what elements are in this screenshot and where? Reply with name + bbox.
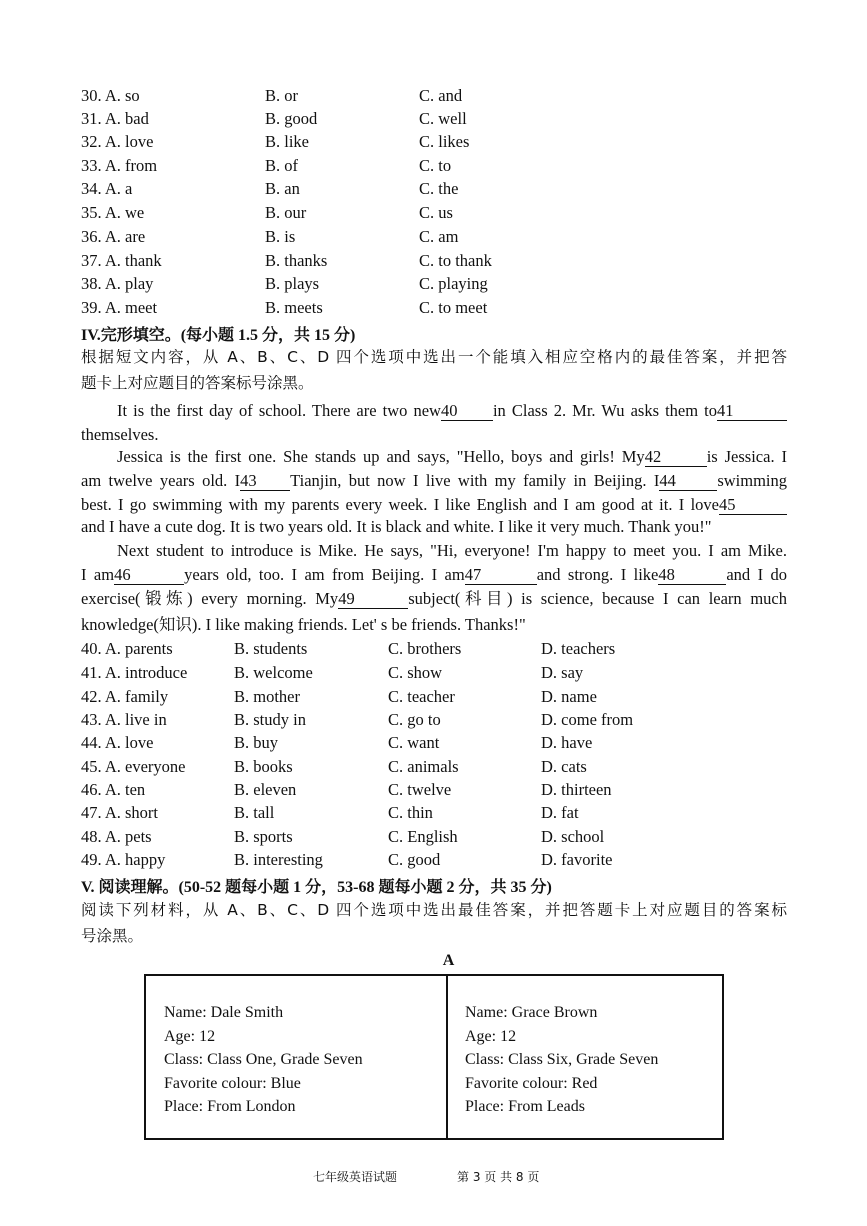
- option-c: C. animals: [388, 757, 459, 776]
- option-b: B. good: [265, 109, 318, 128]
- profile-age: Age: 12: [465, 1027, 517, 1045]
- passage-text: in Class 2. Mr. Wu asks them to: [492, 401, 717, 420]
- option-b: B. meets: [265, 298, 323, 317]
- section-5-heading: V. 阅读理解。(50-52 题每小题 1 分，53-68 题每小题 2 分，共 35 分): [81, 879, 552, 896]
- option-a: 47. A. short: [81, 803, 159, 822]
- passage-line: knowledge(知识). I like making friends. Let' s be friends. Thanks!": [81, 615, 526, 634]
- option-c: C. am: [419, 227, 459, 246]
- profile-dale-smith: [164, 1001, 363, 1119]
- option-c: C. show: [388, 663, 443, 682]
- option-a: 45. A. everyone: [81, 757, 186, 776]
- option-a: 30. A. so: [81, 86, 140, 105]
- option-c: C. teacher: [388, 687, 455, 706]
- option-a: 39. A. meet: [81, 298, 158, 317]
- passage-text: years old, too. I am from Beijing. I am: [184, 565, 465, 584]
- option-a: 35. A. we: [81, 203, 145, 222]
- option-b: B. or: [265, 86, 298, 105]
- option-d: D. cats: [541, 757, 587, 776]
- option-c: C. want: [388, 733, 440, 752]
- option-b: B. students: [234, 639, 308, 658]
- blank-46: 46: [114, 566, 184, 585]
- option-a: 38. A. play: [81, 274, 154, 293]
- option-d: D. teachers: [541, 639, 616, 658]
- option-a: 32. A. love: [81, 132, 154, 151]
- section-5-instruction: 阅读下列材料，从 A、B、C、D 四个选项中选出最佳答案，并把答题卡上对应题目的答案标: [81, 901, 787, 919]
- profile-colour: Favorite colour: Blue: [164, 1074, 301, 1092]
- blank-43: 43: [240, 472, 290, 491]
- passage-line: themselves.: [81, 425, 159, 444]
- option-c: C. likes: [419, 132, 470, 151]
- option-c: C. to: [419, 156, 452, 175]
- profile-age: Age: 12: [164, 1027, 216, 1045]
- option-a: 48. A. pets: [81, 827, 152, 846]
- passage-line: [81, 588, 787, 610]
- option-c: C. go to: [388, 710, 441, 729]
- profile-class: Class: Class One, Grade Seven: [164, 1051, 363, 1068]
- passage-text: best. I go swimming with my parents every week. I like English and I am good at it. I love: [81, 495, 719, 514]
- option-c: C. good: [388, 850, 441, 869]
- option-b: B. of: [265, 156, 298, 175]
- option-d: D. thirteen: [541, 780, 612, 799]
- profile-place: Place: From Leads: [465, 1098, 585, 1115]
- passage-text: and I do: [726, 565, 787, 584]
- passage-text: swimming: [717, 471, 787, 490]
- option-a: 36. A. are: [81, 227, 146, 246]
- table-divider: [446, 976, 448, 1138]
- passage-text: subject(科目) is science, because I can learn much: [408, 589, 787, 608]
- option-b: B. thanks: [265, 251, 328, 270]
- option-b: B. is: [265, 227, 296, 246]
- option-b: B. interesting: [234, 850, 323, 869]
- passage-text: exercise(锻炼) every morning. My: [81, 589, 339, 608]
- option-c: C. thin: [388, 803, 433, 822]
- option-b: B. an: [265, 179, 300, 198]
- option-d: D. favorite: [541, 850, 613, 869]
- option-a: 40. A. parents: [81, 639, 173, 658]
- passage-line: [81, 470, 787, 492]
- option-d: D. come from: [541, 710, 634, 729]
- option-b: B. eleven: [234, 780, 297, 799]
- option-d: D. name: [541, 687, 597, 706]
- passage-text: It is the first day of school. There are two new: [117, 401, 441, 420]
- profile-class: Class: Class Six, Grade Seven: [465, 1051, 659, 1068]
- option-d: D. fat: [541, 803, 579, 822]
- blank-41: 41: [717, 402, 787, 421]
- option-a: 33. A. from: [81, 156, 158, 175]
- passage-line: Next student to introduce is Mike. He says, "Hi, everyone! I'm happy to meet you. I am Mike.: [117, 541, 787, 560]
- section-4-heading: IV.完形填空。(每小题 1.5 分，共 15 分): [81, 327, 356, 344]
- option-b: B. our: [265, 203, 307, 222]
- passage-text: Tianjin, but now I live with my family in Beijing. I: [290, 471, 660, 490]
- passage-line: [117, 446, 787, 468]
- option-b: B. mother: [234, 687, 300, 706]
- option-d: D. school: [541, 827, 605, 846]
- option-c: C. us: [419, 203, 453, 222]
- option-c: C. the: [419, 179, 459, 198]
- blank-49: 49: [338, 590, 408, 609]
- option-c: C. and: [419, 86, 463, 105]
- option-c: C. brothers: [388, 639, 462, 658]
- option-c: C. twelve: [388, 780, 452, 799]
- blank-44: 44: [659, 472, 717, 491]
- passage-text: am twelve years old. I: [81, 471, 241, 490]
- option-a: 42. A. family: [81, 687, 169, 706]
- passage-line: [117, 400, 787, 422]
- option-a: 43. A. live in: [81, 710, 167, 729]
- option-d: D. have: [541, 733, 593, 752]
- profile-place: Place: From London: [164, 1098, 296, 1115]
- profile-grace-brown: [465, 1001, 658, 1119]
- passage-text: is Jessica. I: [706, 447, 787, 466]
- option-c: C. well: [419, 109, 467, 128]
- footer-title: 七年级英语试题: [313, 1170, 398, 1184]
- option-c: C. playing: [419, 274, 488, 293]
- section-5-instruction-cont: 号涂黑。: [81, 927, 144, 945]
- option-d: D. say: [541, 663, 584, 682]
- passage-label-a: A: [442, 952, 455, 969]
- option-a: 34. A. a: [81, 179, 133, 198]
- blank-42: 42: [645, 448, 707, 467]
- passage-line: [81, 564, 787, 586]
- profile-name: Name: Grace Brown: [465, 1004, 598, 1021]
- option-b: B. plays: [265, 274, 320, 293]
- option-b: B. study in: [234, 710, 306, 729]
- footer-page-number: 第 3 页 共 8 页: [457, 1170, 540, 1184]
- blank-48: 48: [658, 566, 726, 585]
- option-c: C. to meet: [419, 298, 488, 317]
- profiles-table: [144, 974, 724, 1140]
- option-a: 37. A. thank: [81, 251, 162, 270]
- blank-45: 45: [719, 496, 787, 515]
- passage-text: and strong. I like: [536, 565, 659, 584]
- section-4-instruction-cont: 题卡上对应题目的答案标号涂黑。: [81, 374, 314, 392]
- option-a: 46. A. ten: [81, 780, 146, 799]
- option-c: C. to thank: [419, 251, 492, 270]
- passage-text: I am: [81, 565, 115, 584]
- option-a: 49. A. happy: [81, 850, 166, 869]
- option-a: 44. A. love: [81, 733, 154, 752]
- option-b: B. welcome: [234, 663, 313, 682]
- option-a: 41. A. introduce: [81, 663, 188, 682]
- passage-line: [81, 494, 787, 516]
- option-b: B. like: [265, 132, 309, 151]
- profile-colour: Favorite colour: Red: [465, 1074, 598, 1092]
- blank-40: 40: [441, 402, 493, 421]
- option-b: B. buy: [234, 733, 279, 752]
- blank-47: 47: [465, 566, 537, 585]
- option-c: C. English: [388, 827, 458, 846]
- option-b: B. sports: [234, 827, 293, 846]
- section-4-instruction: 根据短文内容，从 A、B、C、D 四个选项中选出一个能填入相应空格内的最佳答案，并把答: [81, 348, 787, 366]
- profile-name: Name: Dale Smith: [164, 1004, 284, 1021]
- passage-text: Jessica is the first one. She stands up and says, "Hello, boys and girls! My: [117, 447, 645, 466]
- option-b: B. tall: [234, 803, 275, 822]
- passage-line: and I have a cute dog. It is two years old. It is black and white. I like it very much. Thank you!": [81, 517, 712, 536]
- option-b: B. books: [234, 757, 293, 776]
- option-a: 31. A. bad: [81, 109, 149, 128]
